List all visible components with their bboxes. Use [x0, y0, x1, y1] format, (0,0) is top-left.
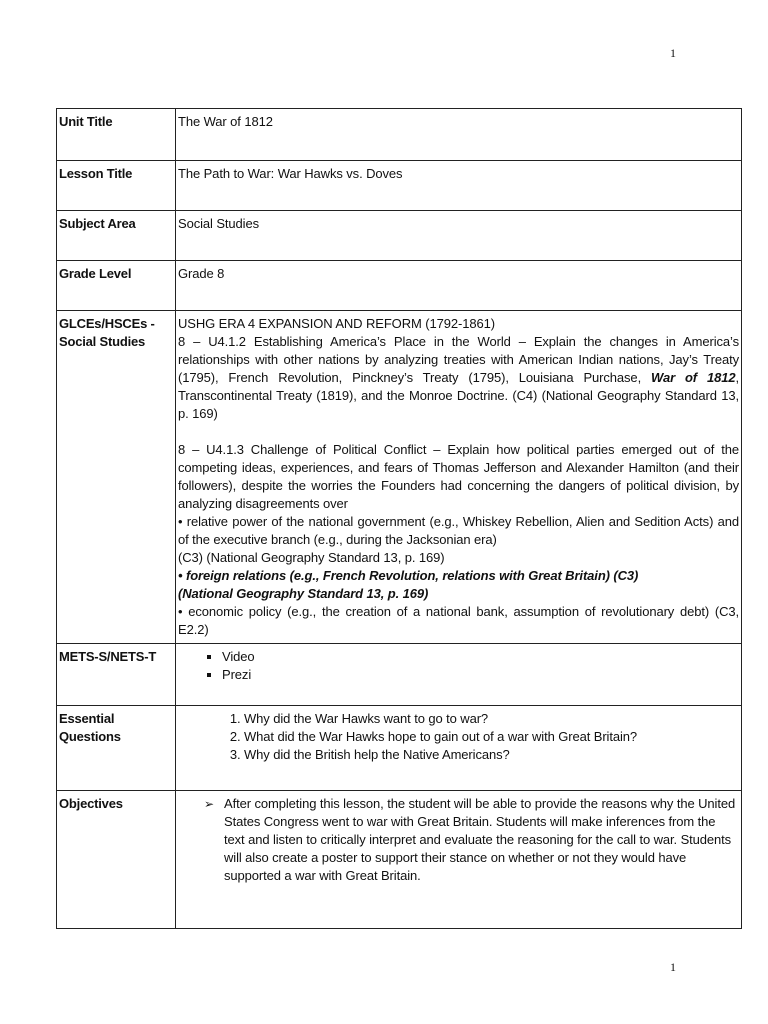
mets-label: METS-S/NETS-T [57, 644, 176, 706]
essential-question: 3. Why did the British help the Native Americans? [244, 746, 739, 764]
objectives-content [176, 791, 742, 929]
row-mets [57, 644, 742, 706]
row-essential-questions [57, 706, 742, 791]
glces-content [176, 311, 742, 644]
lesson-title-label: Lesson Title [57, 161, 176, 211]
glces-bullet-national-gov-note: (C3) (National Geography Standard 13, p. 169) [178, 550, 445, 565]
page-number-top: 1 [670, 46, 676, 60]
row-unit-title [57, 109, 742, 161]
unit-title-value: The War of 1812 [176, 109, 742, 161]
essential-question: 2. What did the War Hawks hope to gain out of a war with Great Britain? [244, 728, 739, 746]
essential-questions-list [178, 710, 739, 764]
row-lesson-title [57, 161, 742, 211]
glces-label: GLCEs/HSCEs - Social Studies [57, 311, 176, 644]
essential-question: 1. Why did the War Hawks want to go to war? [244, 710, 739, 728]
glces-p1-emphasis: War of 1812 [651, 370, 736, 385]
page-number-bottom: 1 [670, 960, 676, 974]
mets-item: ▪ Prezi [222, 666, 739, 684]
glces-bullet-national-gov: • relative power of the national government (e.g., Whiskey Rebellion, Alien and Sedition Acts) and of the executive branch (e.g., during the Jacksonian era) [178, 514, 739, 547]
glces-era-heading: USHG ERA 4 EXPANSION AND REFORM (1792-1861) [178, 316, 495, 331]
lesson-plan-table [56, 108, 742, 929]
glces-standard-u413: 8 – U4.1.3 Challenge of Political Conflict – Explain how political parties emerged out of the competing ideas, experiences, and fears of Thomas Jefferson and Alexander Hamilton (and their followers), despite the worries the Founders had concerning the dangers of political division, by analyzing disagreements over [178, 442, 739, 511]
lesson-title-value: The Path to War: War Hawks vs. Doves [176, 161, 742, 211]
unit-title-label: Unit Title [57, 109, 176, 161]
mets-content [176, 644, 742, 706]
row-objectives [57, 791, 742, 929]
objectives-label: Objectives [57, 791, 176, 929]
row-glces [57, 311, 742, 644]
mets-list [178, 648, 739, 684]
grade-level-value: Grade 8 [176, 261, 742, 311]
grade-level-label: Grade Level [57, 261, 176, 311]
glces-bullet-foreign-relations-note: (National Geography Standard 13, p. 169) [178, 586, 429, 601]
mets-item: ▪ Video [222, 648, 739, 666]
glces-standard-u412 [178, 333, 739, 423]
objectives-list [178, 795, 739, 885]
subject-area-value: Social Studies [176, 211, 742, 261]
glces-bullet-foreign-relations: • foreign relations (e.g., French Revolution, relations with Great Britain) (C3) [178, 568, 639, 583]
row-subject-area [57, 211, 742, 261]
essential-questions-label: Essential Questions [57, 706, 176, 791]
glces-p1-after: , Transcontinental Treaty (1819), and the Monroe Doctrine. (C4) (National Geography Standard 13, p. 169) [178, 370, 739, 421]
subject-area-label: Subject Area [57, 211, 176, 261]
glces-bullet-economic-policy: • economic policy (e.g., the creation of a national bank, assumption of revolutionary debt) (C3, E2.2) [178, 604, 739, 637]
essential-questions-content [176, 706, 742, 791]
row-grade-level [57, 261, 742, 311]
glces-p1-before: 8 – U4.1.2 Establishing America’s Place in the World – Explain the changes in America’s relationships with other nations by analyzing treaties with American Indian nations, Jay’s Treaty (1795), French Revolution, Pinckney’s Treaty (1795), Louisiana Purchase, [178, 334, 739, 385]
objective-item: ➢ After completing this lesson, the student will be able to provide the reasons why the United States Congress went to war with Great Britain. Students will make inferences from the text and listen to critically interpret and evaluate the reasoning for the call to war. Students will also create a poster to support their stance on whether or not they would have supported a war with Great Britain. [224, 795, 739, 885]
